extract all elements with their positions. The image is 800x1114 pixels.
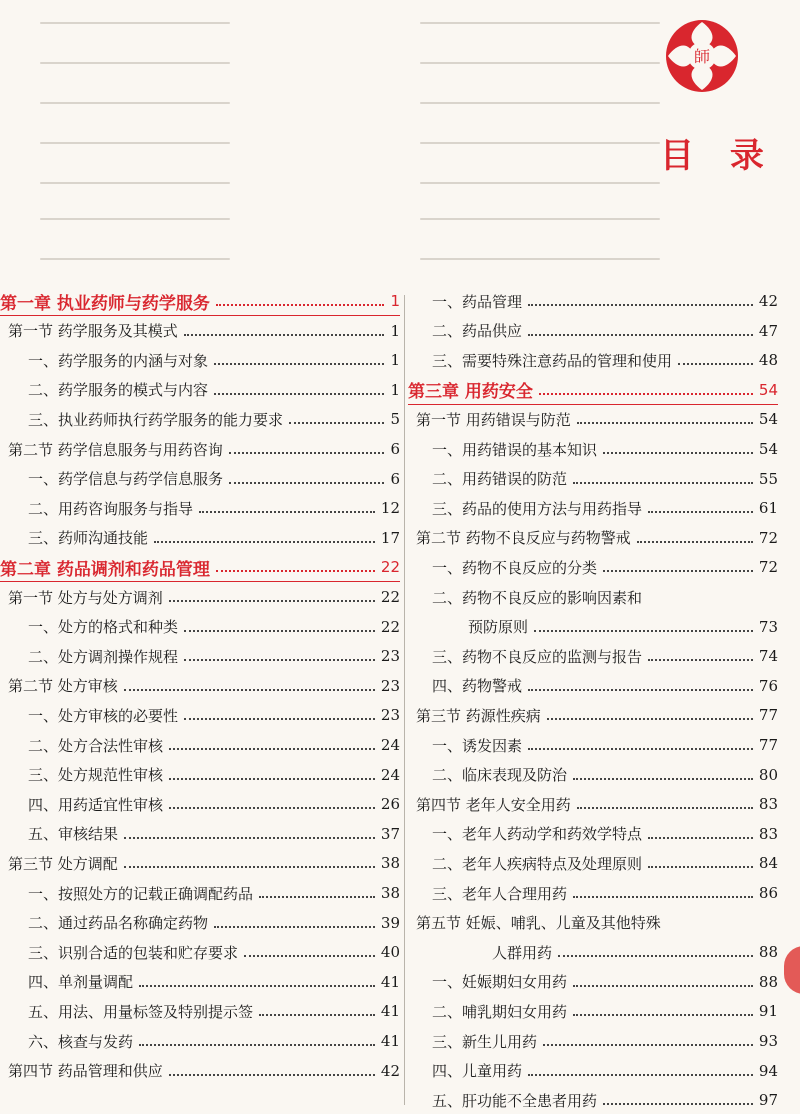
dot-leader — [289, 422, 384, 424]
toc-entry — [0, 346, 400, 374]
bleed-line — [40, 22, 230, 24]
toc-entry-label: 五、审核结果 — [28, 825, 119, 844]
dot-leader — [678, 363, 753, 365]
toc-entry — [0, 583, 400, 611]
bleed-line — [420, 258, 660, 260]
toc-entry-label: 第一节 用药错误与防范 — [416, 410, 571, 429]
dot-leader — [528, 334, 753, 336]
toc-entry — [408, 909, 778, 937]
toc-entry-label: 三、老年人合理用药 — [432, 884, 568, 903]
toc-page-number: 91 — [758, 1002, 778, 1021]
toc-entry — [408, 642, 778, 670]
toc-page-number: 97 — [758, 1091, 778, 1110]
bleed-line — [40, 62, 230, 64]
toc-page-number: 22 — [380, 617, 400, 636]
svg-text:師: 師 — [693, 47, 711, 66]
toc-entry-label: 五、肝功能不全患者用药 — [432, 1091, 598, 1110]
toc-entry — [408, 376, 778, 404]
toc-entry-label: 一、诱发因素 — [432, 736, 523, 755]
bleed-line — [420, 22, 660, 24]
toc-entry-label: 一、药学信息与药学信息服务 — [28, 470, 224, 489]
toc-entry-label: 三、新生儿用药 — [432, 1032, 538, 1051]
toc-entry-label: 第二节 药学信息服务与用药咨询 — [8, 440, 223, 459]
toc-page-number: 76 — [758, 676, 778, 695]
toc-entry — [0, 820, 400, 848]
toc-page-number: 23 — [380, 706, 400, 725]
toc-page-number: 73 — [758, 617, 778, 636]
dot-leader — [259, 896, 375, 898]
dot-leader — [244, 955, 375, 957]
toc-entry — [408, 968, 778, 996]
toc-entry — [0, 997, 400, 1025]
toc-entry — [0, 938, 400, 966]
dot-leader — [184, 659, 375, 661]
dot-leader — [124, 689, 375, 691]
toc-entry-label: 人群用药 — [492, 943, 553, 962]
toc-entry-label: 预防原则 — [468, 618, 529, 637]
bleed-line — [420, 62, 660, 64]
dot-leader — [259, 1014, 375, 1016]
toc-entry-label: 一、处方的格式和种类 — [28, 618, 179, 637]
dot-leader — [528, 304, 753, 306]
toc-page-number: 84 — [758, 854, 778, 873]
toc-entry — [408, 583, 778, 611]
toc-entry — [408, 701, 778, 729]
toc-right-column — [408, 285, 778, 1110]
dot-leader — [577, 807, 753, 809]
page-title: 目 录 — [660, 136, 776, 176]
dot-leader — [216, 570, 375, 572]
toc-entry-label: 一、用药错误的基本知识 — [432, 440, 598, 459]
toc-entry — [0, 909, 400, 937]
dot-leader — [573, 985, 753, 987]
toc-entry — [408, 790, 778, 818]
toc-page-number: 1 — [390, 380, 400, 399]
toc-entry — [408, 761, 778, 789]
toc-entry-label: 二、处方调剂操作规程 — [28, 647, 179, 666]
dot-leader — [229, 482, 384, 484]
toc-entry — [0, 790, 400, 818]
toc-page-number: 74 — [758, 647, 778, 666]
toc-page-number: 88 — [758, 972, 778, 991]
toc-page-number: 77 — [758, 706, 778, 725]
toc-page-number: 12 — [380, 499, 400, 518]
dot-leader — [528, 748, 753, 750]
dot-leader — [169, 600, 375, 602]
toc-entry-label: 第四节 老年人安全用药 — [416, 795, 571, 814]
dot-leader — [169, 778, 375, 780]
toc-entry-label: 第二节 处方审核 — [8, 677, 118, 696]
toc-entry-label: 二、药学服务的模式与内容 — [28, 381, 209, 400]
toc-entry-label: 第一章 执业药师与药学服务 — [0, 293, 210, 314]
toc-entry — [408, 494, 778, 522]
toc-entry-label: 二、用药错误的防范 — [432, 470, 568, 489]
bleed-line — [40, 218, 230, 220]
dot-leader — [534, 630, 753, 632]
seal-logo-icon — [664, 18, 740, 94]
bleed-line — [40, 142, 230, 144]
toc-entry-label: 一、药学服务的内涵与对象 — [28, 351, 209, 370]
toc-entry-label: 第二章 药品调剂和药品管理 — [0, 559, 210, 580]
dot-leader — [573, 778, 753, 780]
dot-leader — [558, 955, 753, 957]
dot-leader — [637, 541, 753, 543]
toc-entry-label: 一、老年人药动学和药效学特点 — [432, 825, 643, 844]
toc-entry — [0, 376, 400, 404]
toc-entry — [0, 701, 400, 729]
toc-entry — [408, 820, 778, 848]
toc-page-number: 1 — [390, 351, 400, 370]
toc-page-number: 17 — [380, 528, 400, 547]
bleed-line — [420, 142, 660, 144]
toc-entry-label: 四、儿童用药 — [432, 1062, 523, 1081]
toc-entry — [0, 879, 400, 907]
toc-entry-label: 二、通过药品名称确定药物 — [28, 914, 209, 933]
dot-leader — [573, 482, 753, 484]
toc-page-number: 24 — [380, 736, 400, 754]
toc-entry-label: 第一节 药学服务及其模式 — [8, 322, 178, 341]
toc-page-number: 41 — [380, 1032, 400, 1050]
toc-entry-label: 三、需要特殊注意药品的管理和使用 — [432, 351, 673, 370]
toc-entry-label: 第三节 药源性疾病 — [416, 706, 541, 725]
toc-page-number: 93 — [758, 1032, 778, 1050]
toc-entry — [0, 494, 400, 522]
dot-leader — [543, 1044, 753, 1046]
toc-page-number: 72 — [758, 528, 778, 547]
toc-entry-label: 第三章 用药安全 — [408, 382, 533, 403]
toc-entry — [0, 287, 400, 315]
toc-page-number: 41 — [380, 1002, 400, 1021]
toc-entry — [408, 465, 778, 493]
bleed-line — [420, 218, 660, 220]
toc-entry — [0, 524, 400, 552]
toc-page-number: 1 — [390, 292, 400, 310]
toc-entry — [0, 761, 400, 789]
toc-entry — [408, 731, 778, 759]
toc-page-number: 54 — [758, 380, 778, 399]
toc-page-number: 1 — [390, 321, 400, 340]
dot-leader — [214, 926, 375, 928]
dot-leader — [648, 511, 753, 513]
toc-entry-label: 第三节 处方调配 — [8, 854, 118, 873]
toc-page-number: 80 — [758, 765, 778, 784]
toc-entry — [408, 672, 778, 700]
dot-leader — [124, 866, 375, 868]
toc-entry — [408, 938, 778, 966]
toc-page-number: 41 — [380, 972, 400, 991]
toc-entry-label: 二、哺乳期妇女用药 — [432, 1002, 568, 1021]
toc-entry — [408, 613, 778, 641]
dot-leader — [124, 837, 375, 839]
toc-entry-label: 二、临床表现及防治 — [432, 766, 568, 785]
toc-page-number: 94 — [758, 1061, 778, 1080]
toc-entry-label: 二、用药咨询服务与指导 — [28, 499, 194, 518]
dot-leader — [648, 837, 753, 839]
toc-page-number: 38 — [380, 884, 400, 902]
dot-leader — [547, 718, 753, 720]
toc-entry — [0, 435, 400, 463]
toc-page-number: 6 — [390, 469, 400, 488]
dot-leader — [577, 422, 753, 424]
dot-leader — [229, 452, 385, 454]
toc-page-number: 54 — [758, 440, 778, 458]
dot-leader — [603, 1103, 753, 1105]
dot-leader — [539, 393, 753, 395]
bleed-line — [40, 258, 230, 260]
dot-leader — [199, 511, 375, 513]
toc-entry — [408, 435, 778, 463]
toc-entry — [408, 287, 778, 315]
dot-leader — [154, 541, 375, 543]
page-edge-tab — [784, 946, 800, 994]
dot-leader — [169, 807, 375, 809]
bleed-line — [40, 102, 230, 104]
dot-leader — [139, 985, 375, 987]
dot-leader — [139, 1044, 375, 1046]
toc-entry-label: 二、处方合法性审核 — [28, 736, 164, 755]
toc-page-number: 83 — [758, 824, 778, 843]
toc-entry-label: 四、单剂量调配 — [28, 973, 134, 992]
toc-entry-label: 三、药师沟通技能 — [28, 529, 149, 548]
toc-entry — [0, 405, 400, 433]
dot-leader — [573, 1014, 753, 1016]
toc-page-number: 42 — [758, 292, 778, 310]
toc-entry-label: 五、用法、用量标签及特别提示签 — [28, 1002, 254, 1021]
toc-page-number: 37 — [380, 824, 400, 843]
toc-entry-label: 第一节 处方与处方调剂 — [8, 588, 163, 607]
toc-entry — [408, 405, 778, 433]
toc-entry — [0, 317, 400, 345]
toc-entry — [408, 524, 778, 552]
toc-entry-label: 一、妊娠期妇女用药 — [432, 973, 568, 992]
toc-entry — [408, 849, 778, 877]
toc-page-number: 22 — [380, 558, 400, 577]
toc-left-column — [0, 285, 400, 1105]
toc-entry-label: 第二节 药物不良反应与药物警戒 — [416, 529, 631, 548]
toc-entry-label: 第四节 药品管理和供应 — [8, 1062, 163, 1081]
bleed-line — [420, 182, 660, 184]
toc-entry-label: 六、核查与发药 — [28, 1032, 134, 1051]
toc-entry — [408, 1086, 778, 1114]
toc-page-number: 83 — [758, 795, 778, 814]
toc-entry-label: 二、药品供应 — [432, 322, 523, 341]
dot-leader — [184, 334, 385, 336]
toc-entry — [408, 1027, 778, 1055]
toc-entry-label: 三、执业药师执行药学服务的能力要求 — [28, 410, 284, 429]
toc-entry-label: 一、药物不良反应的分类 — [432, 558, 598, 577]
toc-entry — [0, 968, 400, 996]
toc-page-number: 22 — [380, 588, 400, 606]
toc-entry — [0, 1057, 400, 1085]
toc-entry — [0, 672, 400, 700]
toc-entry — [408, 346, 778, 374]
toc-page-number: 47 — [758, 321, 778, 340]
dot-leader — [528, 689, 753, 691]
dot-leader — [216, 304, 385, 306]
toc-page-number: 38 — [380, 854, 400, 873]
dot-leader — [573, 896, 753, 898]
toc-entry — [408, 317, 778, 345]
dot-leader — [169, 748, 375, 750]
toc-entry-label: 三、处方规范性审核 — [28, 766, 164, 785]
toc-entry — [0, 1027, 400, 1055]
toc-entry — [0, 849, 400, 877]
toc-page-number: 88 — [758, 943, 778, 962]
dot-leader — [214, 393, 384, 395]
dot-leader — [184, 718, 375, 720]
dot-leader — [603, 570, 753, 572]
toc-entry-label: 四、药物警戒 — [432, 677, 523, 696]
bleed-line — [40, 182, 230, 184]
toc-page-number: 55 — [758, 469, 778, 488]
toc-entry — [408, 879, 778, 907]
toc-page-number: 24 — [380, 765, 400, 784]
toc-entry-label: 一、处方审核的必要性 — [28, 706, 179, 725]
toc-entry — [0, 465, 400, 493]
toc-entry — [0, 613, 400, 641]
toc-entry-label: 二、药物不良反应的影响因素和 — [432, 588, 643, 607]
toc-entry-label: 第五节 妊娠、哺乳、儿童及其他特殊 — [416, 914, 661, 933]
toc-page-number: 23 — [380, 647, 400, 666]
toc-entry — [0, 553, 400, 581]
toc-entry — [408, 1057, 778, 1085]
toc-entry — [0, 731, 400, 759]
toc-page-number: 26 — [380, 795, 400, 814]
toc-entry-label: 一、药品管理 — [432, 292, 523, 311]
toc-page-number: 23 — [380, 676, 400, 695]
bleed-line — [420, 102, 660, 104]
toc-entry — [408, 553, 778, 581]
toc-page-number: 39 — [380, 913, 400, 932]
toc-page-number: 6 — [390, 440, 400, 458]
toc-entry-label: 三、识别合适的包装和贮存要求 — [28, 943, 239, 962]
toc-entry-label: 三、药品的使用方法与用药指导 — [432, 499, 643, 518]
toc-entry — [0, 642, 400, 670]
dot-leader — [214, 363, 384, 365]
toc-page-number: 61 — [758, 499, 778, 518]
toc-page-number: 40 — [380, 943, 400, 962]
dot-leader — [528, 1074, 753, 1076]
dot-leader — [648, 659, 753, 661]
toc-page-number: 48 — [758, 351, 778, 370]
toc-entry-label: 二、老年人疾病特点及处理原则 — [432, 854, 643, 873]
toc-page-number: 77 — [758, 736, 778, 754]
toc-page-number: 5 — [390, 410, 400, 429]
toc-entry-label: 三、药物不良反应的监测与报告 — [432, 647, 643, 666]
dot-leader — [184, 630, 375, 632]
dot-leader — [648, 866, 753, 868]
dot-leader — [603, 452, 753, 454]
toc-entry-label: 一、按照处方的记载正确调配药品 — [28, 884, 254, 903]
toc-entry — [408, 997, 778, 1025]
toc-page-number: 54 — [758, 410, 778, 429]
toc-page-number: 72 — [758, 558, 778, 577]
toc-page-number: 86 — [758, 884, 778, 902]
dot-leader — [169, 1074, 375, 1076]
toc-entry-label: 四、用药适宜性审核 — [28, 795, 164, 814]
toc-page-number: 42 — [380, 1061, 400, 1080]
